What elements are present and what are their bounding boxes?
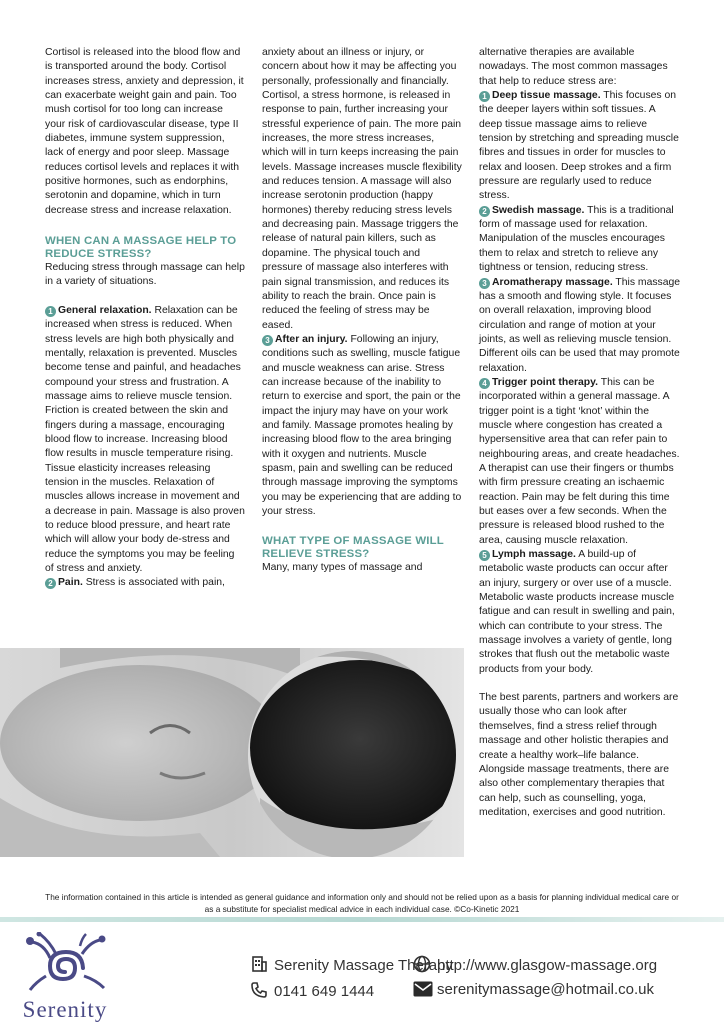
massage-illustration xyxy=(0,648,464,857)
number-badge: 3 xyxy=(479,278,490,289)
contact-email xyxy=(413,981,654,1001)
item-text: This is a traditional form of massage used for relaxation. Manipulation of the muscles encourages them to relax and stretch to relieve any tightness or tension, reducing stress. xyxy=(479,204,674,274)
item-title: Pain. xyxy=(58,577,83,589)
item-text: This focuses on the deeper layers within soft tissues. A deep tissue massage aims to relieve tension by stretching and spreading muscle fibres and tissues in order for muscles to relax and loosen. Deep strokes and a firm pressure are regularly used to reduce stress. xyxy=(479,90,679,202)
business-name: Serenity Massage Therapy xyxy=(274,957,453,974)
logo-text: Serenity xyxy=(22,997,108,1022)
item-title: After an injury. xyxy=(275,333,348,345)
list-item-swedish xyxy=(479,204,681,276)
phone-icon xyxy=(250,981,270,1003)
section-heading-when: WHEN CAN A MASSAGE HELP TO REDUCE STRESS? xyxy=(45,235,237,261)
item-text: Following an injury, conditions such as swelling, muscle fatigue and muscle weakness can arise. Stress can increase because of the inability to return to exercise and sport, the pain or the impact the injury may have on your work and family. Massage promotes healing by increasing blood flow to the area bringing with it oxygen and nutrients. Muscle spasm, pain and swelling can be reduced through massage improving the symptoms you may be experiencing that are adding to your stress. xyxy=(262,333,462,517)
item-title: Aromatherapy massage. xyxy=(492,276,613,288)
intro-paragraph: Cortisol is released into the blood flow and is transported around the body. Cortisol increases stress, anxiety and depression, it can exacerbate weight gain and pain. Too mush cortisol for too long can increase your risk of cardiovascular disease, type II diabetes, immune system suppression, lack of energy and poor sleep. Massage reduces cortisol levels and replaces it with positive hormones, such as endorphins, serotonin and dopamine, which in turn decrease stress and increase relaxation. xyxy=(45,47,244,216)
item-text: A build-up of metabolic waste products can occur after an injury, surgery or over use of a muscle. Metabolic waste products increase muscle fatigue and can result in swelling and pain, which can contribute to your stress. The massage involves a variety of gentle, long strokes that flush out the metabolic waste products from your body. xyxy=(479,549,675,675)
contact-website xyxy=(413,955,657,977)
massage-photo xyxy=(0,648,464,857)
list-item-deep-tissue xyxy=(479,89,681,204)
footer-divider xyxy=(0,917,724,922)
number-badge: 2 xyxy=(479,206,490,217)
item-title: Deep tissue massage. xyxy=(492,90,601,102)
item-title: Trigger point therapy. xyxy=(492,376,599,388)
serenity-logo xyxy=(20,932,110,1022)
website-link[interactable]: http://www.glasgow-massage.org xyxy=(437,957,658,974)
item-text: Stress is associated with pain, xyxy=(85,577,225,589)
item-text: This massage has a smooth and flowing style. It focuses on overall relaxation, improving blood circulation and range of motion at your joints, as well as relieving muscle tension. Different oils can be used that may promote relaxation. xyxy=(479,276,681,374)
logo-swirl-icon xyxy=(20,932,110,994)
list-item-aromatherapy xyxy=(479,276,681,376)
section-heading-what-type: WHAT TYPE OF MASSAGE WILL RELIEVE STRESS? xyxy=(262,535,444,561)
column-2 xyxy=(262,46,462,576)
item-text: Relaxation can be increased when stress is reduced. When stress levels are high both physically and mentally, relaxation is prevented. Muscles become tense and painful, and headaches compound your stress and frustration. A massage aims to relieve muscle tension. Friction is created between the skin and fingers during a massage, encouraging blood flow to increase. Increasing blood flow results in muscle temperature rising. Tissue elasticity increases releasing tension in the muscles. Relaxation of muscles allows increase in movement and a decrease in pain. Massage is also proven to reduce blood pressure, and heart rate which will allow your body de-stress and reduce the symptoms you may be feeling of stress and anxiety. xyxy=(45,304,245,574)
building-icon xyxy=(250,955,270,977)
number-badge: 2 xyxy=(45,578,56,589)
phone-number[interactable]: 0141 649 1444 xyxy=(274,983,375,1000)
number-badge: 1 xyxy=(479,91,490,102)
item-title: General relaxation. xyxy=(58,304,152,316)
number-badge: 4 xyxy=(479,378,490,389)
list-item-after-injury xyxy=(262,333,462,519)
number-badge: 5 xyxy=(479,550,490,561)
list-item-pain xyxy=(45,576,245,590)
column-1 xyxy=(45,46,245,591)
item-title: Swedish massage. xyxy=(492,204,585,216)
number-badge: 3 xyxy=(262,335,273,346)
face-shape xyxy=(0,665,280,821)
section-intro-when: Reducing stress through massage can help in a variety of situations. xyxy=(45,262,245,288)
disclaimer-text: The information contained in this article is intended as general guidance and information only and should not be relied upon as a basis for planning individual medical care or as a substitute for specialist medical advice in each individual case. ©Co-Kinetic 2021 xyxy=(45,892,679,915)
list-item-lymph xyxy=(479,548,681,677)
number-badge: 1 xyxy=(45,306,56,317)
column-3 xyxy=(479,46,681,820)
item-title: Lymph massage. xyxy=(492,549,576,561)
pain-continued-paragraph: anxiety about an illness or injury, or concern about how it may be affecting you personally, professionally and financially. Cortisol, a stress hormone, is released in response to pain, further increasing your stressful experience of pain. The more pain increases, the more stress increases, which will in turn keeps increasing the pain levels. Massage increases muscle flexibility and reduces tension. A massage will also increase serotonin production (happy hormones) thereby reducing stress levels and decreasing pain. Massage triggers the release of natural pain killers, such as dopamine. The physical touch and pressure of massage also interferes with pain signal transmission, and reduces its ability to reach the brain. Once pain is reduced the feeling of stress may be eased. xyxy=(262,47,462,331)
types-intro-paragraph: alternative therapies are available nowadays. The most common massages that help to reduce stress are: xyxy=(479,47,668,87)
email-link[interactable]: serenitymassage@hotmail.co.uk xyxy=(437,981,654,998)
envelope-icon xyxy=(413,981,433,1001)
closing-paragraph: The best parents, partners and workers are usually those who can look after themselves, find a stress relief through massage and other holistic therapies and create a healthy work–life balance. Alongside massage treatments, there are also other complementary therapies that can help, such as counselling, yoga, meditation, exercises and good nutrition. xyxy=(479,692,679,818)
globe-icon xyxy=(413,955,433,977)
list-item-trigger-point xyxy=(479,376,681,548)
item-text: This can be incorporated within a general massage. A trigger point is a tight ‘knot’ within the muscle where congestion has created a hypersensitive area that can refer pain to neighbouring areas, and create headaches. A therapist can use their fingers or thumbs with firm pressure creating an ischaemic reaction. Pain may be felt during this time but eases over a few seconds. When the pressure is released blood rushed to the area, causing muscle relaxation. xyxy=(479,376,680,546)
section-intro-what-type: Many, many types of massage and xyxy=(262,562,423,574)
contact-phone xyxy=(250,981,374,1003)
list-item-general-relaxation xyxy=(45,304,245,577)
